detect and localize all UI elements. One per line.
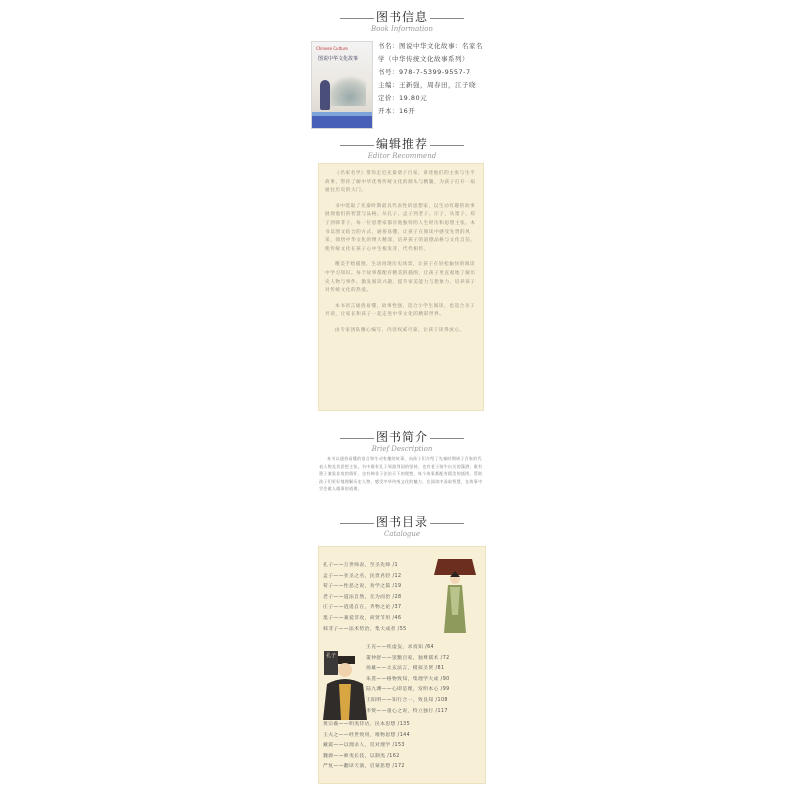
toc-item[interactable]: 王充——疾虚妄，求真知 /64 — [366, 645, 435, 650]
toc-item[interactable]: 王夫之——经世致用，唯物思想 /144 — [323, 732, 411, 738]
toc-item[interactable]: 荀子——性恶之说，劝学之篇 /19 — [323, 584, 402, 590]
toc-item[interactable]: 董仲舒——罢黜百家，独尊儒术 /72 — [366, 655, 450, 661]
toc-item[interactable]: 李贽——童心之说，特立独行 /117 — [366, 708, 448, 714]
toc-item[interactable]: 魏源——师夷长技，以制夷 /162 — [323, 753, 400, 759]
section-title-text: 图书目录 — [375, 515, 428, 529]
section-subtitle-text: Brief Description — [371, 445, 433, 453]
title-rule-right — [430, 18, 464, 19]
title-rule-left — [340, 438, 374, 439]
toc-item[interactable]: 孟子——亚圣之名，民贵君轻 /12 — [323, 573, 402, 579]
book-info — [378, 40, 496, 118]
title-rule-right — [430, 438, 464, 439]
title-rule-left — [340, 523, 374, 524]
toc-item[interactable]: 墨子——兼爱非攻，尚贤节用 /46 — [323, 615, 402, 621]
section-title-recommend — [340, 137, 464, 160]
toc-item[interactable]: 戴震——以理杀人，反对理学 /153 — [323, 743, 405, 749]
toc-item[interactable]: 老子——道法自然，无为而治 /28 — [323, 594, 402, 600]
toc-list-c — [323, 720, 410, 773]
toc-item[interactable]: 黄宗羲——明夷待访，民本思想 /135 — [323, 722, 411, 727]
scholar-hat — [335, 656, 355, 664]
section-title-text: 图书信息 — [375, 10, 428, 24]
section-title-toc — [340, 515, 464, 538]
section-title-intro — [340, 430, 464, 453]
recommend-paragraph: 《名家名学》带你走近先秦诸子百家，讲述他们的主张与生平故事，带你了解中华优秀传统文化的源头与精髓，为孩子打开一扇通往历史的大门。 — [325, 171, 476, 194]
toc-item[interactable]: 韩非子——法术势治，集大成者 /55 — [323, 626, 407, 632]
intro-text: 本书以通俗易懂的语言和生动有趣的故事，向孩子们介绍了先秦时期诸子百家的代表人物及其思想主张。书中既有孔子周游列国的坚持，也有老子骑牛出关的潇洒；既有墨子兼爱非攻的情怀，也有韩非子法治天下的理想。每个故事都配有精美的插图，帮助孩子们更好地理解历史人物，感受中华传统文化的魅力，在阅读中汲取智慧，在故事中学会做人做事的道理。 — [319, 456, 483, 492]
toc-item[interactable]: 严复——翻译天演，启蒙思想 /172 — [323, 764, 405, 770]
book-isbn: 书号：978-7-5399-9557-7 — [378, 68, 471, 76]
book-authors: 主编：王新强，周春田，江子晓 — [378, 81, 476, 89]
title-rule-right — [430, 523, 464, 524]
section-title-info — [340, 10, 464, 33]
toc-item[interactable]: 王阳明——知行合一，致良知 /108 — [366, 697, 448, 703]
scholar-robe-front — [339, 684, 351, 720]
book-price: 定价：19.80元 — [378, 94, 428, 102]
book-title-line1: 书名：图说中华文化故事：名家名 — [378, 42, 483, 50]
intro-text-block — [319, 455, 483, 493]
book-format: 开本：16开 — [378, 107, 416, 115]
recommend-paragraph: 本书语言通俗易懂，故事性强，适合小学生阅读，也适合亲子共读，让家长和孩子一起走进中华文化的精彩世界。 — [325, 303, 476, 318]
cover-figure — [320, 80, 330, 110]
toc-item[interactable]: 陆九渊——心即是理，发明本心 /99 — [366, 687, 450, 693]
toc-item[interactable]: 庄子——逍遥自在，齐物之论 /37 — [323, 605, 402, 611]
cover-band — [312, 116, 372, 128]
section-subtitle-text: Catalogue — [383, 530, 421, 538]
toc-item[interactable]: 孔子——万世师表，至圣先师 /1 — [323, 563, 398, 568]
title-rule-left — [340, 18, 374, 19]
section-subtitle-text: Book Information — [370, 25, 434, 33]
cover-mountain — [326, 76, 366, 106]
title-rule-left — [340, 145, 374, 146]
section-title-text: 图书简介 — [375, 430, 428, 444]
section-title-text: 编辑推荐 — [375, 137, 428, 151]
scholar-head — [338, 663, 352, 677]
toc-item[interactable]: 扬雄——太玄法言，模拟圣贤 /81 — [366, 666, 445, 672]
title-rule-right — [430, 145, 464, 146]
book-cover-image[interactable] — [311, 41, 373, 129]
recommend-paragraph: 由专家团队精心编写，内容权威可靠，让孩子读得放心。 — [335, 327, 465, 333]
toc-stamp: 孔子 — [324, 651, 338, 675]
cover-title: 图说中华文化故事 — [318, 56, 359, 62]
book-title-line2: 学（中华传统文化故事系列） — [378, 55, 469, 63]
woman-figure-illustration — [430, 555, 480, 635]
recommend-panel — [318, 163, 484, 411]
cover-brand: Chinese Culture — [316, 46, 348, 51]
recommend-paragraph: 书中选取了先秦时期最具代表性的思想家，以生动有趣的故事展现他们的智慧与品格。从孔子、孟子到老子、庄子，从墨子、荀子到韩非子，每一位思想家都有他独特的人生经历和思想主张。本书以图文结合的方式，通俗易懂，让孩子在阅读中感受先贤的风采，领悟中华文化的博大精深，培养孩子的道德品格与文化自信，使传统文化在孩子心中生根发芽，代代相传。 — [325, 203, 476, 252]
section-subtitle-text: Editor Recommend — [367, 152, 437, 160]
toc-list-b — [366, 643, 450, 717]
toc-list-a — [323, 561, 407, 635]
toc-item[interactable]: 朱熹——格物致知，集理学大成 /90 — [366, 676, 450, 682]
recommend-paragraph: 精美手绘插图，生动再现历史场景，让孩子在轻松愉快的阅读中学习知识。每个故事都配有精美的插图，让孩子更直观地了解历史人物与事件，激发阅读兴趣，提升审美能力与想象力，培养孩子对传统文化的热爱。 — [325, 262, 476, 294]
